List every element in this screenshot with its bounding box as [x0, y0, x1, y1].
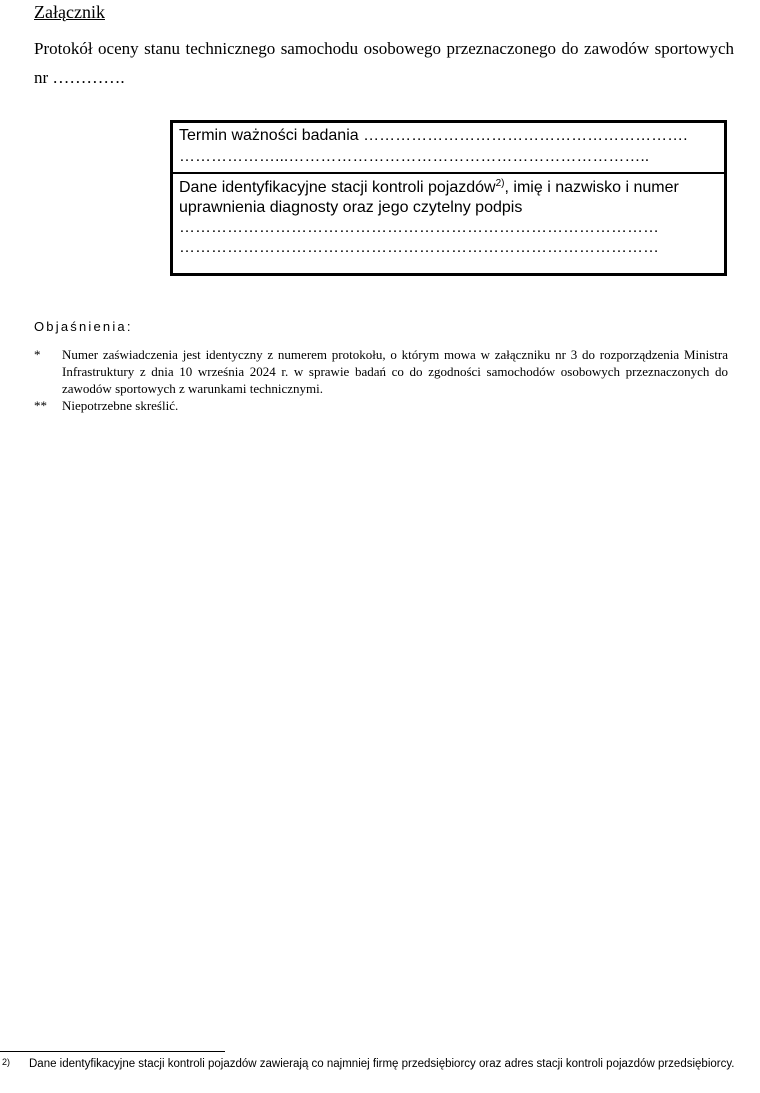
station-line-2: uprawnienia diagnosty oraz jego czytelny podpis: [179, 199, 523, 216]
explanation-marker: *: [34, 347, 41, 362]
footnote-separator: [0, 1051, 225, 1052]
validity-dots: ………………...…………………………………………………………..: [179, 148, 650, 165]
explanation-text: Niepotrzebne skreślić.: [62, 398, 179, 413]
explanation-item: [34, 346, 728, 397]
footnote-text: Dane identyfikacyjne stacji kontroli pojazdów zawierają co najmniej firmę przedsiębiorcy oraz adres stacji kontroli pojazdów przedsiębiorcy.: [29, 1058, 735, 1070]
station-section: [173, 174, 724, 258]
explanations-heading: Objaśnienia:: [34, 319, 133, 334]
footnote-reference: 2): [495, 178, 505, 189]
explanation-marker: **: [34, 398, 47, 413]
explanation-item: [34, 397, 728, 414]
validity-section: [173, 123, 724, 174]
protocol-title: Protokół oceny stanu technicznego samochodu osobowego przeznaczonego do zawodów sportowych nr ………….: [34, 39, 734, 87]
station-line-1: [179, 178, 724, 198]
explanation-text: Numer zaświadczenia jest identyczny z numerem protokołu, o którym mowa w załączniku nr 3 do rozporządzenia Ministra Infrastruktury z dnia 10 września 2024 r. w sprawie badań co do zgodności samochodów osobowych przeznaczonych do zawodów sportowych z warunkami technicznymi.: [62, 347, 728, 396]
validity-and-station-box: [170, 120, 727, 276]
station-dots-2: ………………………………………………………………………………: [179, 239, 659, 256]
station-text-continued: , imię i nazwisko i numer: [504, 179, 679, 196]
station-text: Dane identyfikacyjne stacji kontroli pojazdów: [179, 179, 496, 196]
station-dots-1: ………………………………………………………………………………: [179, 219, 659, 236]
footnote: [2, 1056, 758, 1072]
footnote-marker: 2): [2, 1057, 11, 1067]
validity-label: Termin ważności badania …………………………………………………….: [179, 127, 688, 144]
explanations-list: [34, 346, 728, 414]
attachment-heading: Załącznik: [34, 2, 105, 22]
